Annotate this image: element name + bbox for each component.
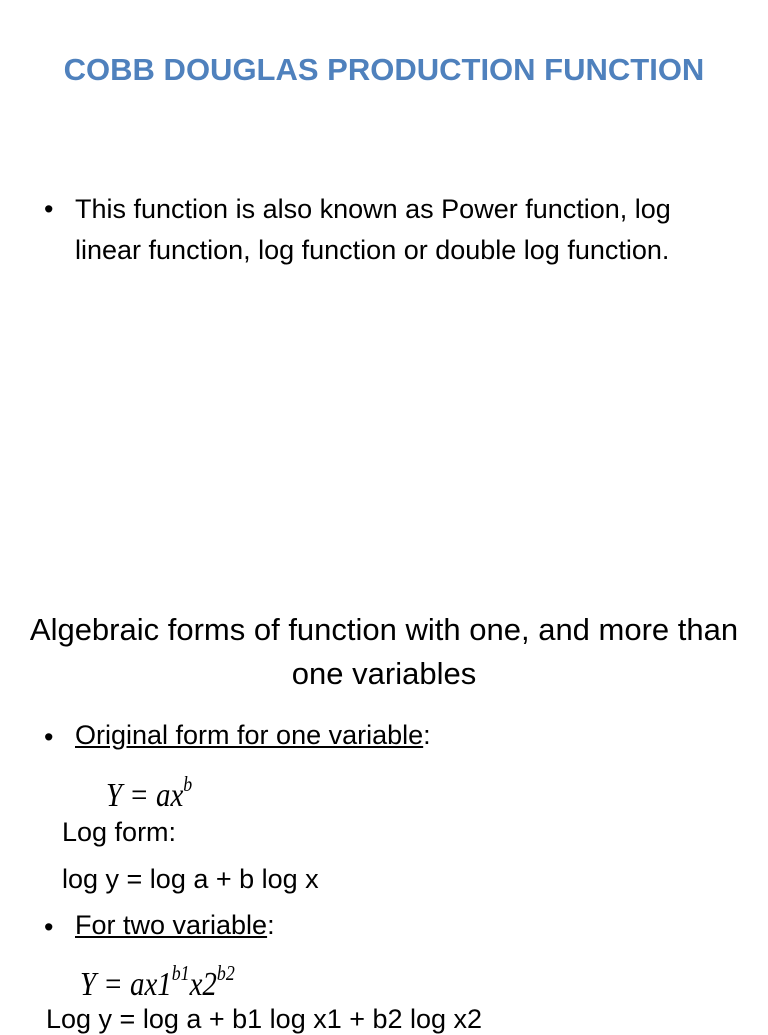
two-variable-label-row	[75, 910, 275, 941]
two-variable-equation	[80, 961, 235, 1004]
bullet-icon: •	[44, 912, 54, 942]
two-variable-equation-exp1: b1	[171, 961, 190, 985]
one-variable-equation-exponent: b	[183, 772, 193, 796]
one-variable-colon: :	[423, 720, 431, 750]
one-variable-label-row	[75, 720, 431, 751]
two-variable-log-equation: Log y = log a + b1 log x1 + b2 log x2	[46, 1004, 483, 1034]
one-variable-label: Original form for one variable	[75, 720, 424, 750]
section-heading: Algebraic forms of function with one, and more than one variables	[29, 612, 739, 691]
two-variable-equation-part1: Y = ax1	[80, 966, 172, 1003]
two-variable-label: For two variable	[75, 910, 268, 940]
bullet-icon: •	[44, 722, 54, 752]
bullet-icon: •	[44, 194, 54, 224]
two-variable-equation-exp2: b2	[216, 961, 235, 985]
two-variable-equation-part2: x2	[189, 966, 217, 1003]
log-form-label: Log form:	[62, 817, 177, 847]
one-variable-log-equation: log y = log a + b log x	[62, 864, 319, 894]
intro-text: This function is also known as Power function, log linear function, log function or double log function.	[75, 194, 671, 265]
one-variable-equation	[106, 772, 193, 815]
two-variable-colon: :	[267, 910, 275, 940]
one-variable-equation-base: Y = ax	[106, 777, 184, 814]
slide-title: COBB DOUGLAS PRODUCTION FUNCTION	[63, 52, 705, 87]
